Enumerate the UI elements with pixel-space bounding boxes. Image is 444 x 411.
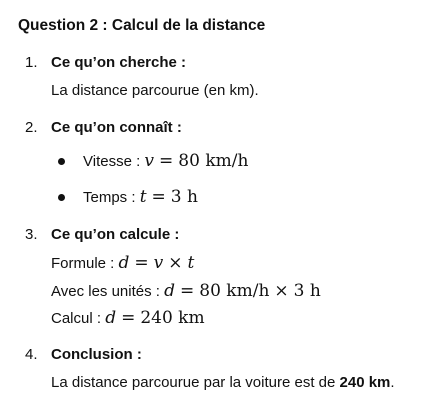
units-label: Avec les unités : — [51, 283, 165, 300]
math-operator: × — [274, 281, 289, 301]
bullet-speed — [83, 151, 248, 171]
item-heading-4: Conclusion : — [51, 346, 142, 363]
item-number-4: 4. — [25, 346, 38, 363]
item-heading-1: Ce qu’on cherche : — [51, 54, 187, 71]
question-title: Question 2 : Calcul de la distance — [18, 17, 266, 34]
math-value: 240 km — [140, 308, 205, 328]
math-value: 3 h — [170, 187, 198, 207]
conclusion-text — [51, 374, 395, 391]
bullet-label: Temps : — [83, 189, 140, 206]
math-variable: t — [139, 187, 147, 207]
bullet-dot — [58, 158, 65, 165]
conclusion-answer: 240 km — [339, 374, 391, 391]
item-number-1: 1. — [25, 54, 38, 71]
item-number-2: 2. — [25, 119, 38, 136]
math-value: 3 h — [293, 281, 321, 301]
math-operator: = — [159, 151, 174, 171]
math-operator: = — [151, 187, 166, 207]
bullet-label: Vitesse : — [83, 153, 145, 170]
math-value: 80 km/h — [199, 281, 270, 301]
math-variable: d — [105, 308, 117, 328]
calcul-label: Calcul : — [51, 310, 106, 327]
math-variable: t — [187, 253, 195, 273]
conclusion-end: . — [390, 374, 395, 391]
item-heading-3: Ce qu’on calcule : — [51, 226, 180, 243]
math-operator: = — [121, 308, 136, 328]
units-line — [51, 281, 321, 301]
item-heading-2: Ce qu’on connaît : — [51, 119, 182, 136]
formula-line — [51, 253, 194, 273]
math-variable: d — [118, 253, 130, 273]
math-operator: × — [168, 253, 183, 273]
formula-label: Formule : — [51, 255, 119, 272]
conclusion-sentence: La distance parcourue par la voiture est de — [51, 374, 340, 391]
calcul-line — [51, 308, 205, 328]
math-value: 80 km/h — [178, 151, 249, 171]
item-number-3: 3. — [25, 226, 38, 243]
bullet-dot — [58, 194, 65, 201]
math-variable: v — [144, 151, 155, 171]
item-text-1: La distance parcourue (en km). — [51, 82, 259, 99]
math-variable: v — [153, 253, 164, 273]
math-variable: d — [164, 281, 176, 301]
math-operator: = — [134, 253, 149, 273]
bullet-time — [83, 187, 198, 207]
math-operator: = — [180, 281, 195, 301]
